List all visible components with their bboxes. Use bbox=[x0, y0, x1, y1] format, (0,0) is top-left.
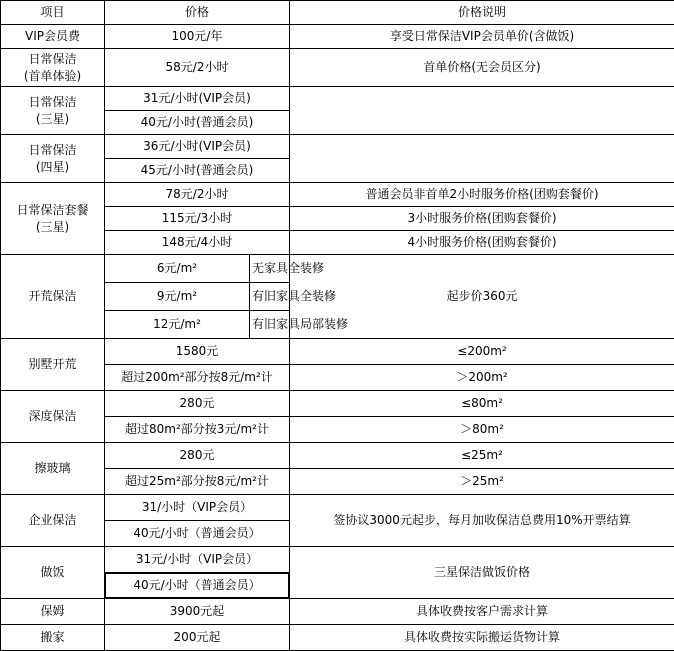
table-row bbox=[1, 87, 674, 111]
row-item: 搬家 bbox=[1, 625, 105, 651]
row-price: 115元/3小时 bbox=[105, 207, 290, 231]
row-item-line2: (四星) bbox=[3, 159, 102, 175]
row-item bbox=[1, 183, 105, 255]
row-item: VIP会员费 bbox=[1, 25, 105, 49]
row-price-note: 有旧家具局部装修 bbox=[250, 311, 290, 339]
row-desc: 享受日常保洁VIP会员单价(含做饭) bbox=[290, 25, 674, 49]
row-desc: ＞25m² bbox=[290, 469, 674, 495]
row-item: 擦玻璃 bbox=[1, 443, 105, 495]
row-desc bbox=[290, 87, 674, 135]
row-desc: 签协议3000元起步，每月加收保洁总费用10%开票结算 bbox=[290, 495, 674, 547]
row-item bbox=[1, 87, 105, 135]
table-row bbox=[1, 443, 674, 469]
row-price: 36元/小时(VIP会员) bbox=[105, 135, 290, 159]
row-item-line2: (首单体验) bbox=[3, 68, 102, 84]
row-price: 6元/m² bbox=[105, 255, 250, 283]
row-item: 深度保洁 bbox=[1, 391, 105, 443]
row-price: 12元/m² bbox=[105, 311, 250, 339]
row-price: 45元/小时(普通会员) bbox=[105, 159, 290, 183]
row-desc: 普通会员非首单2小时服务价格(团购套餐价) bbox=[290, 183, 674, 207]
table-row bbox=[1, 255, 674, 283]
row-desc bbox=[290, 135, 674, 183]
row-item: 开荒保洁 bbox=[1, 255, 105, 339]
row-price: 78元/2小时 bbox=[105, 183, 290, 207]
row-item: 保姆 bbox=[1, 599, 105, 625]
row-price: 31元/小时(VIP会员) bbox=[105, 87, 290, 111]
table-row bbox=[1, 135, 674, 159]
row-price: 280元 bbox=[105, 443, 290, 469]
row-desc: 三星保洁做饭价格 bbox=[290, 547, 674, 599]
row-price: 超过25m²部分按8元/m²计 bbox=[105, 469, 290, 495]
row-desc: ＞200m² bbox=[290, 365, 674, 391]
table-row bbox=[1, 391, 674, 417]
row-item bbox=[1, 135, 105, 183]
table-row bbox=[1, 339, 674, 365]
row-price: 9元/m² bbox=[105, 283, 250, 311]
row-item bbox=[1, 49, 105, 87]
table-header-row bbox=[1, 1, 674, 25]
row-desc: 3小时服务价格(团购套餐价) bbox=[290, 207, 674, 231]
row-desc: ＞80m² bbox=[290, 417, 674, 443]
row-price: 超过200m²部分按8元/m²计 bbox=[105, 365, 290, 391]
row-desc: 4小时服务价格(团购套餐价) bbox=[290, 231, 674, 255]
row-item-line1: 日常保洁 bbox=[3, 142, 102, 158]
table-row bbox=[1, 25, 674, 49]
header-desc: 价格说明 bbox=[290, 1, 674, 25]
row-price: 148元/4小时 bbox=[105, 231, 290, 255]
row-price-note: 有旧家具全装修 bbox=[250, 283, 290, 311]
row-price: 31/小时（VIP会员） bbox=[105, 495, 290, 521]
row-desc: ≤200m² bbox=[290, 339, 674, 365]
table-row bbox=[1, 625, 674, 651]
row-price: 40元/小时（普通会员） bbox=[105, 521, 290, 547]
row-price: 31元/小时（VIP会员） bbox=[105, 547, 290, 573]
row-item-line1: 日常保洁套餐 bbox=[3, 202, 102, 218]
row-price: 1580元 bbox=[105, 339, 290, 365]
row-desc: ≤25m² bbox=[290, 443, 674, 469]
table-row bbox=[1, 547, 674, 573]
row-price: 200元起 bbox=[105, 625, 290, 651]
row-desc: 起步价360元 bbox=[290, 255, 674, 339]
row-price: 100元/年 bbox=[105, 25, 290, 49]
row-item: 做饭 bbox=[1, 547, 105, 599]
table-row bbox=[1, 599, 674, 625]
row-desc: 具体收费按实际搬运货物计算 bbox=[290, 625, 674, 651]
row-price: 3900元起 bbox=[105, 599, 290, 625]
row-price: 40元/小时(普通会员) bbox=[105, 111, 290, 135]
table-row bbox=[1, 495, 674, 521]
row-price: 超过80m²部分按3元/m²计 bbox=[105, 417, 290, 443]
table-row bbox=[1, 49, 674, 87]
row-price-note: 无家具全装修 bbox=[250, 255, 290, 283]
row-item-line2: (三星) bbox=[3, 219, 102, 235]
row-item-line1: 日常保洁 bbox=[3, 51, 102, 67]
row-item-line2: (三星) bbox=[3, 111, 102, 127]
table-row bbox=[1, 183, 674, 207]
row-desc: 首单价格(无会员区分) bbox=[290, 49, 674, 87]
row-price: 280元 bbox=[105, 391, 290, 417]
row-item: 企业保洁 bbox=[1, 495, 105, 547]
row-price: 58元/2小时 bbox=[105, 49, 290, 87]
row-item: 别墅开荒 bbox=[1, 339, 105, 391]
header-item: 项目 bbox=[1, 1, 105, 25]
row-desc: 具体收费按客户需求计算 bbox=[290, 599, 674, 625]
row-item-line1: 日常保洁 bbox=[3, 94, 102, 110]
row-desc: ≤80m² bbox=[290, 391, 674, 417]
row-price-selected: 40元/小时（普通会员） bbox=[105, 573, 290, 599]
header-price: 价格 bbox=[105, 1, 290, 25]
